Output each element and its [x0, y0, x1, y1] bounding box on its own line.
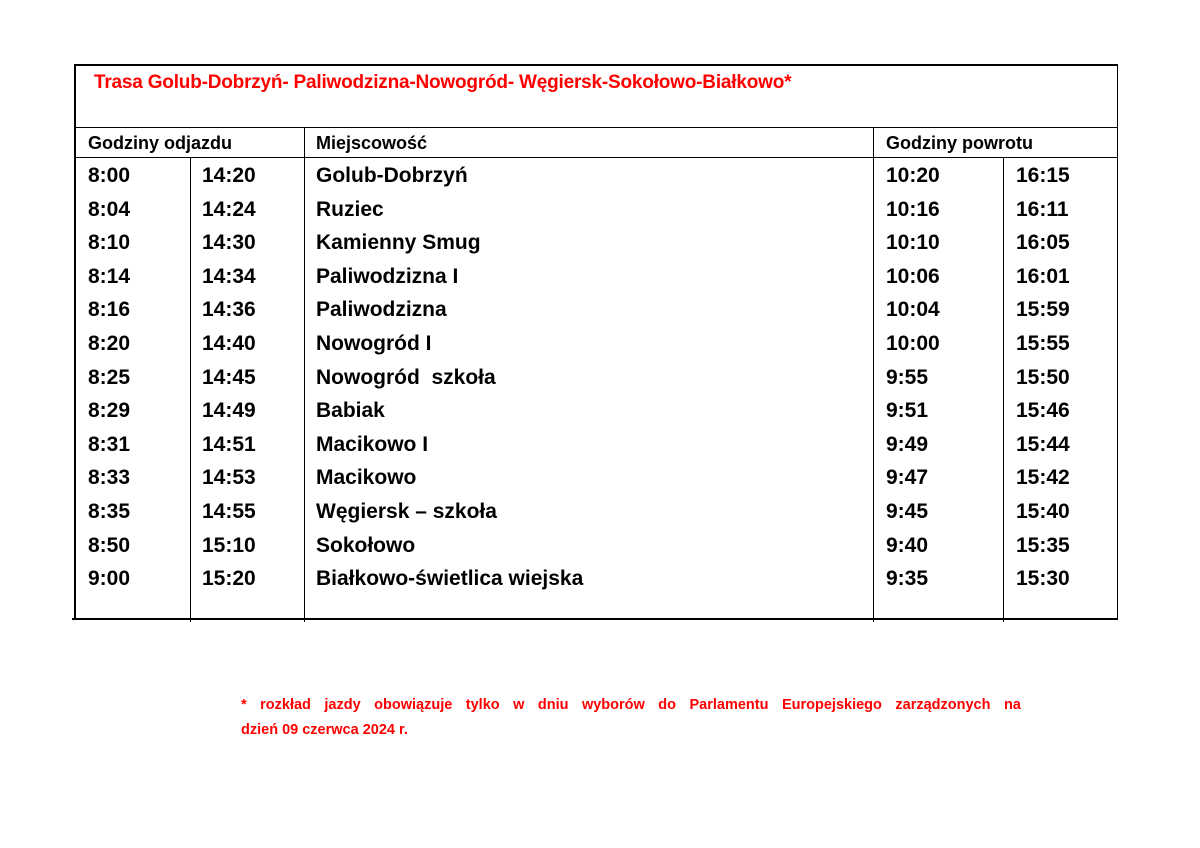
return-time-2: 15:46	[1016, 399, 1070, 423]
return-time-1: 9:35	[886, 567, 929, 591]
return-time-2: 16:15	[1016, 164, 1070, 187]
departure-time-2: 14:55	[202, 499, 256, 523]
return-time-1: 9:55	[886, 365, 929, 389]
footnote-word: do	[658, 697, 677, 713]
return-time-2: 15:35	[1016, 533, 1070, 557]
return-time-1: 9:47	[886, 466, 929, 490]
departure-time-1: 8:50	[88, 533, 131, 557]
return-header: Godziny powrotu	[886, 133, 1033, 153]
place-name: Macikowo	[316, 466, 417, 490]
departure-time-2: 14:24	[202, 197, 256, 221]
table-row	[76, 464, 1117, 498]
place-name: Białkowo-świetlica wiejska	[316, 567, 584, 591]
table-row	[76, 364, 1117, 398]
departure-time-1: 8:31	[88, 432, 131, 456]
place-header: Miejscowość	[316, 133, 428, 153]
footnote-word: w	[513, 697, 525, 713]
return-time-2: 16:05	[1016, 231, 1070, 255]
footnote-word: tylko	[465, 697, 500, 713]
footnote-word: Europejskiego	[781, 697, 882, 713]
place-name: Sokołowo	[316, 533, 416, 557]
return-time-2: 15:59	[1016, 298, 1070, 322]
return-time-1: 10:04	[886, 298, 940, 322]
place-name: Golub-Dobrzyń	[316, 164, 468, 187]
table-row	[76, 431, 1117, 465]
return-time-1: 9:49	[886, 432, 929, 456]
departure-time-2: 15:20	[202, 567, 256, 591]
table-row	[76, 532, 1117, 566]
return-time-1: 10:00	[886, 331, 940, 355]
return-time-2: 15:42	[1016, 466, 1070, 490]
return-time-2: 15:55	[1016, 331, 1070, 355]
departure-time-1: 9:00	[88, 567, 131, 591]
footnote-line-2: dzień 09 czerwca 2024 r.	[241, 722, 408, 738]
footnote-line-1	[241, 693, 1021, 718]
departure-time-1: 8:20	[88, 331, 131, 355]
return-time-2: 16:01	[1016, 264, 1070, 288]
table-row	[76, 296, 1117, 330]
place-name: Nowogród szkoła	[316, 365, 496, 389]
return-time-2: 16:11	[1016, 197, 1069, 221]
footnote	[241, 693, 1021, 743]
departure-time-2: 14:34	[202, 264, 256, 288]
return-time-1: 10:10	[886, 231, 940, 255]
return-time-2: 15:50	[1016, 365, 1070, 389]
departure-time-2: 14:20	[202, 164, 256, 187]
return-time-1: 10:16	[886, 197, 940, 221]
departure-time-1: 8:35	[88, 499, 131, 523]
departure-time-2: 14:40	[202, 331, 256, 355]
table-row	[76, 498, 1117, 532]
departure-time-2: 14:30	[202, 231, 256, 255]
table-row	[76, 330, 1117, 364]
departure-time-1: 8:33	[88, 466, 131, 490]
footnote-word: jazdy	[324, 697, 361, 713]
footnote-word: na	[1003, 697, 1021, 713]
table-row	[76, 162, 1117, 196]
departure-time-2: 15:10	[202, 533, 256, 557]
departure-time-2: 14:45	[202, 365, 256, 389]
place-name: Ruziec	[316, 197, 384, 221]
timetable	[74, 64, 1118, 620]
departure-time-2: 14:51	[202, 432, 256, 456]
place-name: Paliwodzizna I	[316, 264, 459, 288]
table-row	[76, 397, 1117, 431]
place-name: Kamienny Smug	[316, 231, 481, 255]
table-row	[76, 565, 1117, 599]
return-time-2: 15:30	[1016, 567, 1070, 591]
return-time-1: 10:20	[886, 164, 940, 187]
footnote-word: rozkład	[260, 697, 311, 713]
place-name: Węgiersk – szkoła	[316, 499, 497, 523]
return-time-1: 9:51	[886, 399, 929, 423]
footnote-word: dniu	[537, 697, 569, 713]
return-time-1: 9:45	[886, 499, 929, 523]
departure-time-1: 8:16	[88, 298, 131, 322]
return-time-1: 9:40	[886, 533, 929, 557]
place-name: Macikowo I	[316, 432, 429, 456]
departure-time-2: 14:49	[202, 399, 256, 423]
footnote-word: *	[241, 697, 247, 713]
timetable-rows	[76, 162, 1117, 599]
footnote-word: wyborów	[581, 697, 645, 713]
place-name: Babiak	[316, 399, 385, 423]
table-row	[76, 263, 1117, 297]
route-title: Trasa Golub-Dobrzyń- Paliwodzizna-Nowogród- Węgiersk-Sokołowo-Białkowo*	[94, 72, 792, 93]
title-cell	[76, 66, 1117, 128]
table-row	[76, 196, 1117, 230]
table-row	[76, 229, 1117, 263]
footnote-word: zarządzonych	[895, 697, 991, 713]
place-name: Nowogród I	[316, 331, 432, 355]
departure-time-2: 14:53	[202, 466, 256, 490]
departure-time-1: 8:04	[88, 197, 131, 221]
place-name: Paliwodzizna	[316, 298, 447, 322]
return-time-2: 15:44	[1016, 432, 1070, 456]
departure-time-1: 8:29	[88, 399, 131, 423]
footnote-word: obowiązuje	[374, 697, 453, 713]
departure-time-1: 8:14	[88, 264, 131, 288]
footnote-word: Parlamentu	[689, 697, 769, 713]
header-row	[76, 128, 1117, 158]
departure-time-1: 8:25	[88, 365, 131, 389]
return-time-2: 15:40	[1016, 499, 1070, 523]
departure-header: Godziny odjazdu	[88, 133, 232, 153]
return-time-1: 10:06	[886, 264, 940, 288]
departure-time-2: 14:36	[202, 298, 256, 322]
table-bottom-border	[72, 618, 1118, 620]
departure-time-1: 8:00	[88, 164, 131, 187]
departure-time-1: 8:10	[88, 231, 131, 255]
